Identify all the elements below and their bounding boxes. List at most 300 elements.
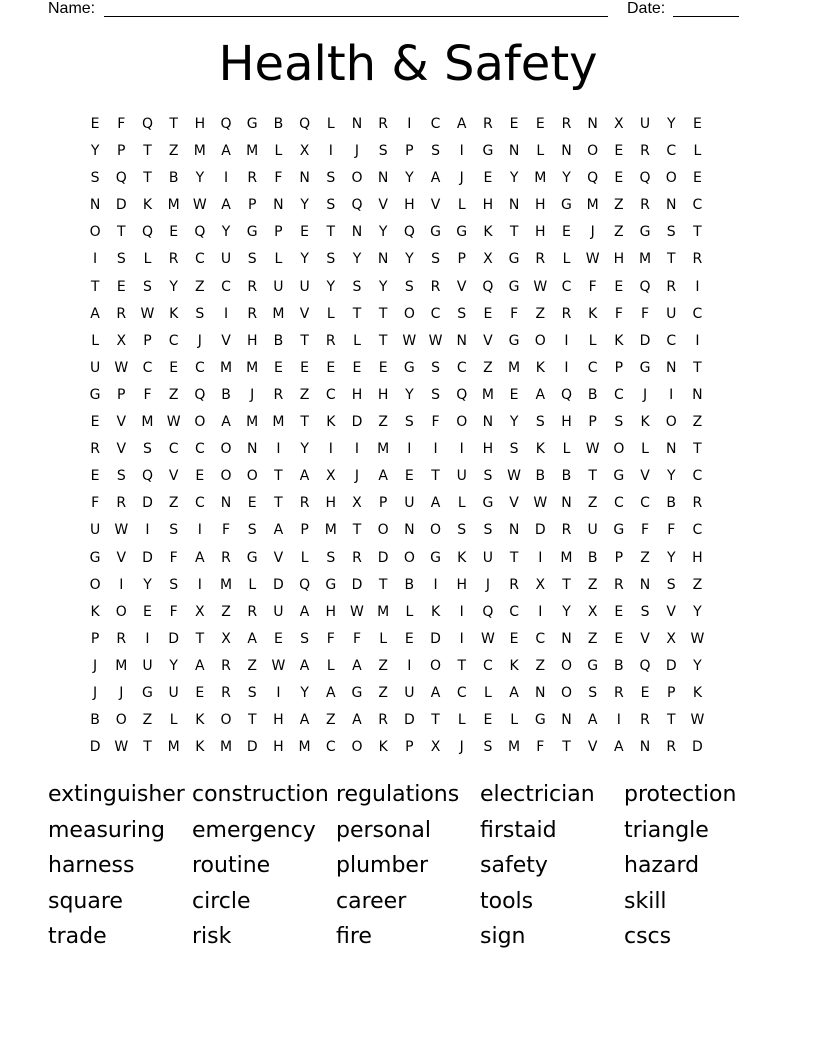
grid-letter[interactable]: G [613,522,625,539]
grid-letter[interactable]: W [114,739,129,756]
grid-letter[interactable]: N [508,197,520,214]
grid-letter[interactable]: D [351,576,363,593]
grid-letter[interactable]: K [326,414,336,431]
grid-letter[interactable]: S [169,576,179,593]
grid-letter[interactable]: U [168,684,179,701]
grid-letter[interactable]: G [403,359,415,376]
grid-letter[interactable]: Z [142,712,153,729]
grid-letter[interactable]: L [91,332,99,349]
grid-letter[interactable]: S [143,441,152,458]
grid-letter[interactable]: H [273,739,284,756]
grid-letter[interactable]: I [223,305,229,322]
grid-letter[interactable]: T [666,712,676,729]
grid-letter[interactable]: C [142,359,153,376]
grid-letter[interactable]: O [220,468,232,485]
grid-letter[interactable]: I [564,359,569,376]
grid-letter[interactable]: B [587,386,598,403]
grid-letter[interactable]: Z [247,657,258,674]
grid-letter[interactable]: B [614,657,624,674]
grid-letter[interactable]: E [483,712,493,729]
grid-letter[interactable]: L [457,495,466,512]
grid-letter[interactable]: A [325,684,336,701]
grid-letter[interactable]: N [508,143,520,160]
grid-letter[interactable]: Q [141,468,153,485]
grid-letter[interactable]: M [377,441,390,458]
grid-letter[interactable]: K [142,197,153,214]
grid-letter[interactable]: E [535,116,545,132]
grid-letter[interactable]: T [666,251,676,268]
grid-letter[interactable]: S [614,414,624,431]
grid-letter[interactable]: F [143,386,152,403]
grid-letter[interactable]: A [299,603,310,620]
grid-letter[interactable]: S [509,441,519,458]
grid-letter[interactable]: H [325,603,337,620]
grid-letter[interactable]: S [431,251,440,268]
grid-letter[interactable]: V [299,305,310,322]
grid-letter[interactable]: T [195,630,205,647]
grid-letter[interactable]: P [143,332,152,349]
grid-letter[interactable]: T [300,414,309,431]
grid-letter[interactable]: T [352,305,362,322]
grid-letter[interactable]: E [509,630,519,647]
grid-letter[interactable]: Y [693,603,702,620]
grid-letter[interactable]: K [430,603,441,620]
grid-letter[interactable]: B [221,386,231,403]
grid-letter[interactable]: V [456,278,467,295]
grid-letter[interactable]: Z [168,143,179,160]
grid-letter[interactable]: E [116,278,126,295]
grid-letter[interactable]: H [482,441,494,458]
grid-letter[interactable]: R [561,522,572,539]
grid-letter[interactable]: P [588,414,597,431]
grid-letter[interactable]: T [693,441,702,458]
grid-letter[interactable]: F [431,414,440,431]
grid-letter[interactable]: T [378,576,388,593]
grid-letter[interactable]: V [273,549,284,566]
grid-letter[interactable]: E [90,414,100,431]
grid-letter[interactable]: M [272,414,285,431]
grid-letter[interactable]: D [377,549,389,566]
grid-letter[interactable]: O [89,576,101,593]
grid-letter[interactable]: Y [378,278,388,295]
grid-letter[interactable]: O [613,441,625,458]
grid-letter[interactable]: Z [378,414,388,431]
grid-letter[interactable]: R [247,278,258,295]
grid-letter[interactable]: S [431,359,440,376]
grid-letter[interactable]: E [640,684,650,701]
grid-letter[interactable]: F [222,522,231,539]
grid-letter[interactable]: R [247,603,258,620]
grid-letter[interactable]: N [665,359,677,376]
grid-letter[interactable]: L [536,143,545,160]
grid-letter[interactable]: N [89,197,101,214]
grid-letter[interactable]: G [351,684,363,701]
grid-letter[interactable]: E [300,359,310,376]
grid-letter[interactable]: R [378,712,389,729]
grid-letter[interactable]: A [195,657,205,674]
grid-letter[interactable]: R [90,441,100,458]
grid-letter[interactable]: O [430,522,442,539]
grid-letter[interactable]: A [509,684,519,701]
grid-letter[interactable]: J [459,170,464,187]
grid-letter[interactable]: D [168,630,180,647]
grid-letter[interactable]: C [692,305,703,322]
grid-letter[interactable]: S [640,603,650,620]
grid-letter[interactable]: A [352,712,362,729]
grid-letter[interactable]: P [274,224,283,241]
grid-letter[interactable]: K [169,305,179,322]
grid-letter[interactable]: N [665,441,677,458]
grid-letter[interactable]: N [377,170,389,187]
grid-letter[interactable]: W [350,603,364,620]
grid-letter[interactable]: G [508,278,520,295]
grid-letter[interactable]: Q [639,170,651,187]
grid-letter[interactable]: P [117,143,126,160]
grid-letter[interactable]: E [509,116,519,132]
grid-letter[interactable]: I [433,576,438,593]
grid-letter[interactable]: Q [141,224,153,241]
grid-letter[interactable]: F [91,495,100,512]
grid-letter[interactable]: M [167,197,180,214]
grid-letter[interactable]: W [480,630,495,647]
grid-letter[interactable]: C [430,305,441,322]
grid-letter[interactable]: D [692,739,703,756]
grid-letter[interactable]: Y [352,251,362,268]
grid-letter[interactable]: S [116,468,126,485]
grid-letter[interactable]: Z [325,712,336,729]
grid-letter[interactable]: N [508,522,520,539]
grid-letter[interactable]: P [117,386,126,403]
grid-letter[interactable]: Z [168,495,179,512]
grid-letter[interactable]: B [404,576,415,593]
grid-letter[interactable]: Y [405,170,414,187]
grid-letter[interactable]: M [638,251,652,268]
grid-letter[interactable]: T [378,305,388,322]
grid-letter[interactable]: M [586,197,599,214]
grid-letter[interactable]: E [195,684,205,701]
grid-letter[interactable]: T [693,224,702,241]
grid-letter[interactable]: L [693,143,702,160]
grid-letter[interactable]: T [143,739,152,756]
grid-letter[interactable]: I [459,630,464,647]
grid-letter[interactable]: R [221,657,231,674]
grid-letter[interactable]: W [271,657,286,674]
grid-letter[interactable]: R [640,143,650,160]
grid-letter[interactable]: M [246,359,259,376]
grid-letter[interactable]: O [587,143,599,160]
grid-letter[interactable]: P [378,495,388,512]
grid-letter[interactable]: M [377,603,390,620]
grid-letter[interactable]: L [641,441,649,458]
grid-letter[interactable]: O [220,712,232,729]
grid-letter[interactable]: X [587,603,598,620]
grid-letter[interactable]: S [247,684,257,701]
grid-letter[interactable]: W [114,359,129,376]
grid-letter[interactable]: L [457,712,466,729]
grid-letter[interactable]: T [431,468,440,485]
grid-letter[interactable]: I [538,549,543,566]
grid-letter[interactable]: K [509,657,519,674]
grid-letter[interactable]: M [219,576,233,593]
grid-letter[interactable]: E [483,305,493,322]
grid-letter[interactable]: S [326,251,336,268]
grid-letter[interactable]: H [535,197,546,214]
grid-letter[interactable]: A [535,386,546,403]
grid-letter[interactable]: C [221,278,231,295]
grid-letter[interactable]: A [90,305,100,322]
grid-letter[interactable]: K [195,739,205,756]
grid-letter[interactable]: O [430,657,442,674]
grid-letter[interactable]: G [482,143,494,160]
grid-letter[interactable]: Z [299,386,310,403]
grid-letter[interactable]: A [430,170,441,187]
grid-letter[interactable]: A [299,712,310,729]
grid-letter[interactable]: W [402,332,417,349]
grid-letter[interactable]: F [588,278,597,295]
grid-letter[interactable]: C [613,386,624,403]
grid-letter[interactable]: B [561,468,572,485]
grid-letter[interactable]: E [90,116,100,132]
grid-letter[interactable]: K [535,441,545,458]
grid-letter[interactable]: W [533,495,548,512]
grid-letter[interactable]: L [274,143,283,160]
grid-letter[interactable]: C [430,116,441,132]
grid-letter[interactable]: S [483,468,493,485]
grid-letter[interactable]: Y [169,657,178,674]
grid-letter[interactable]: N [639,576,651,593]
grid-letter[interactable]: K [614,332,624,349]
grid-letter[interactable]: N [351,116,363,132]
grid-letter[interactable]: Q [194,224,206,241]
grid-letter[interactable]: L [379,630,388,647]
grid-letter[interactable]: Q [639,278,651,295]
grid-letter[interactable]: I [93,251,98,268]
grid-letter[interactable]: O [377,522,389,539]
grid-letter[interactable]: J [590,224,595,241]
grid-letter[interactable]: H [351,386,363,403]
grid-letter[interactable]: T [117,224,126,241]
grid-letter[interactable]: J [93,684,98,701]
grid-letter[interactable]: Y [378,224,388,241]
grid-letter[interactable]: S [326,170,336,187]
grid-letter[interactable]: H [692,549,703,566]
grid-letter[interactable]: S [352,278,362,295]
grid-letter[interactable]: E [404,468,414,485]
grid-letter[interactable]: E [509,386,519,403]
grid-letter[interactable]: J [485,576,490,593]
grid-letter[interactable]: Q [560,386,572,403]
grid-letter[interactable]: W [690,630,705,647]
grid-letter[interactable]: Y [90,143,100,160]
grid-letter[interactable]: R [116,630,127,647]
grid-letter[interactable]: I [538,603,543,620]
grid-letter[interactable]: Y [693,657,702,674]
grid-letter[interactable]: G [325,576,337,593]
grid-letter[interactable]: R [378,116,389,132]
grid-letter[interactable]: E [195,468,205,485]
grid-letter[interactable]: O [665,414,677,431]
grid-letter[interactable]: Y [666,549,676,566]
grid-letter[interactable]: C [509,603,519,620]
grid-letter[interactable]: R [613,684,624,701]
grid-letter[interactable]: Q [456,386,468,403]
grid-letter[interactable]: C [561,278,572,295]
grid-letter[interactable]: F [510,305,519,322]
grid-letter[interactable]: N [377,251,389,268]
grid-letter[interactable]: M [272,305,285,322]
grid-letter[interactable]: V [483,332,493,349]
grid-letter[interactable]: J [93,657,98,674]
grid-letter[interactable]: T [562,739,571,756]
grid-letter[interactable]: Q [141,116,153,132]
grid-letter[interactable]: E [404,630,414,647]
grid-letter[interactable]: I [616,712,621,729]
grid-letter[interactable]: H [404,197,415,214]
grid-letter[interactable]: A [221,197,231,214]
grid-letter[interactable]: F [641,522,650,539]
grid-letter[interactable]: R [352,549,362,566]
grid-letter[interactable]: Y [405,386,414,403]
grid-letter[interactable]: O [115,603,127,620]
grid-letter[interactable]: U [89,522,101,539]
grid-letter[interactable]: E [247,495,257,512]
grid-letter[interactable]: T [562,576,571,593]
grid-letter[interactable]: V [509,495,519,512]
grid-letter[interactable]: O [194,414,206,431]
grid-letter[interactable]: O [403,549,415,566]
grid-letter[interactable]: Z [587,495,598,512]
grid-letter[interactable]: J [354,468,360,485]
grid-letter[interactable]: F [326,630,335,647]
grid-letter[interactable]: R [561,116,572,132]
grid-letter[interactable]: H [613,251,625,268]
grid-letter[interactable]: C [666,332,677,349]
grid-letter[interactable]: M [193,143,206,160]
grid-letter[interactable]: A [247,630,257,647]
grid-letter[interactable]: V [640,468,650,485]
grid-letter[interactable]: E [143,603,152,620]
grid-letter[interactable]: E [614,603,624,620]
grid-letter[interactable]: N [561,495,572,512]
grid-letter[interactable]: X [195,603,205,620]
grid-letter[interactable]: X [325,468,336,485]
grid-letter[interactable]: N [587,116,598,132]
grid-letter[interactable]: R [692,495,703,512]
grid-letter[interactable]: N [351,224,363,241]
grid-letter[interactable]: C [587,359,598,376]
grid-letter[interactable]: A [587,712,598,729]
grid-letter[interactable]: V [116,414,127,431]
grid-letter[interactable]: I [433,441,438,458]
grid-letter[interactable]: E [614,630,624,647]
grid-letter[interactable]: Q [639,657,651,674]
grid-letter[interactable]: M [298,739,311,756]
grid-letter[interactable]: A [378,468,388,485]
grid-letter[interactable]: W [192,197,207,214]
grid-letter[interactable]: U [404,684,415,701]
grid-letter[interactable]: Q [403,224,415,241]
grid-letter[interactable]: T [143,143,152,160]
grid-letter[interactable]: U [220,251,232,268]
grid-letter[interactable]: S [431,386,440,403]
grid-letter[interactable]: S [431,143,440,160]
grid-letter[interactable]: I [669,386,674,403]
grid-letter[interactable]: V [116,549,127,566]
grid-letter[interactable]: A [195,549,205,566]
grid-letter[interactable]: G [534,712,546,729]
grid-letter[interactable]: U [587,522,598,539]
grid-letter[interactable]: R [116,305,127,322]
grid-letter[interactable]: S [300,630,310,647]
grid-letter[interactable]: P [666,684,676,701]
grid-letter[interactable]: L [248,576,257,593]
grid-letter[interactable]: Q [194,386,206,403]
grid-letter[interactable]: J [642,386,648,403]
grid-letter[interactable]: R [666,739,677,756]
grid-letter[interactable]: Y [666,116,676,132]
grid-letter[interactable]: C [692,468,703,485]
grid-letter[interactable]: Y [300,197,309,214]
grid-letter[interactable]: A [299,657,310,674]
grid-letter[interactable]: L [169,712,178,729]
grid-letter[interactable]: K [483,224,493,241]
grid-letter[interactable]: C [535,630,546,647]
grid-letter[interactable]: E [273,359,283,376]
grid-letter[interactable]: B [535,468,546,485]
grid-letter[interactable]: H [325,495,337,512]
grid-letter[interactable]: C [456,684,467,701]
grid-letter[interactable]: W [114,522,129,539]
grid-letter[interactable]: N [561,630,572,647]
grid-letter[interactable]: U [666,305,677,322]
grid-letter[interactable]: T [457,657,466,674]
grid-letter[interactable]: L [300,549,309,566]
grid-letter[interactable]: Z [587,576,598,593]
grid-letter[interactable]: O [456,414,468,431]
grid-letter[interactable]: F [169,549,178,566]
grid-letter[interactable]: A [614,739,624,756]
grid-letter[interactable]: H [456,576,467,593]
grid-letter[interactable]: Z [640,549,650,566]
grid-letter[interactable]: Q [115,170,127,187]
grid-letter[interactable]: C [194,441,205,458]
grid-letter[interactable]: R [325,332,336,349]
grid-letter[interactable]: B [273,332,284,349]
grid-letter[interactable]: Y [405,251,414,268]
grid-letter[interactable]: P [614,359,624,376]
grid-letter[interactable]: Z [221,603,231,620]
name-blank-line[interactable] [104,16,608,17]
grid-letter[interactable]: T [247,712,257,729]
grid-letter[interactable]: R [168,251,179,268]
grid-letter[interactable]: G [508,332,520,349]
grid-letter[interactable]: N [220,495,232,512]
grid-letter[interactable]: H [273,712,284,729]
grid-letter[interactable]: T [274,495,283,512]
grid-letter[interactable]: R [561,305,572,322]
grid-letter[interactable]: H [194,116,206,132]
grid-letter[interactable]: A [352,657,362,674]
grid-letter[interactable]: P [300,522,309,539]
grid-letter[interactable]: Q [482,603,494,620]
grid-letter[interactable]: F [667,522,676,539]
grid-letter[interactable]: U [142,657,153,674]
grid-letter[interactable]: E [483,170,493,187]
date-blank-line[interactable] [673,16,739,17]
grid-letter[interactable]: N [692,386,703,403]
grid-letter[interactable]: I [145,522,150,539]
grid-letter[interactable]: I [459,603,464,620]
